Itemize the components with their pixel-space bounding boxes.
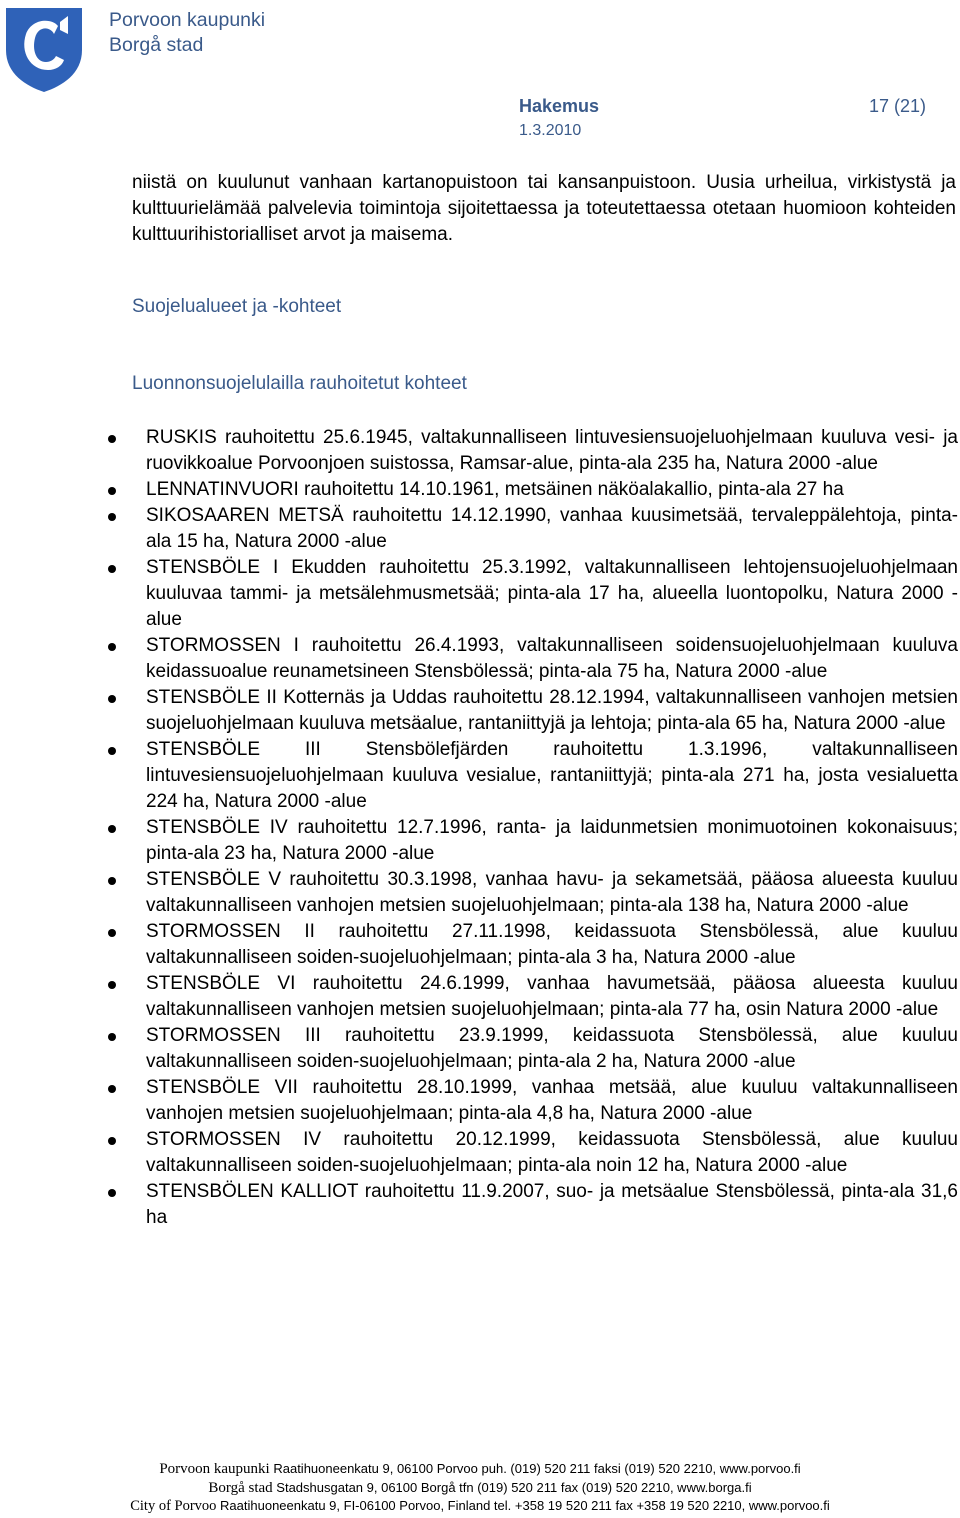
list-item-text: STORMOSSEN II rauhoitettu 27.11.1998, keidassuota Stensbölessä, alue kuuluu valtakunnalliseen soiden-suojeluohjelmaan; pinta-ala 3 ha, Natura 2000 -alue — [146, 921, 958, 968]
org-name-finnish: Porvoon kaupunki — [109, 9, 266, 31]
footer-name: Porvoon kaupunki — [159, 1461, 270, 1477]
list-item-text: STENSBÖLE VII rauhoitettu 28.10.1999, vanhaa metsää, alue kuuluu valtakunnalliseen vanhojen metsien suojeluohjelmaan; pinta-ala 4,8 ha, Natura 2000 -alue — [146, 1077, 958, 1124]
list-item-text: STENSBÖLE VI rauhoitettu 24.6.1999, vanhaa havumetsää, pääosa alueesta kuuluu valtakunnalliseen vanhojen metsien suojeluohjelmaan; pinta-ala 77 ha, osin Natura 2000 -alue — [146, 973, 958, 1020]
list-item-text: SIKOSAAREN METSÄ rauhoitettu 14.12.1990, vanhaa kuusimetsää, tervaleppälehtoja, pinta-ala 15 ha, Natura 2000 -alue — [146, 505, 958, 552]
list-item — [108, 1179, 958, 1231]
bullet-icon — [108, 1189, 116, 1197]
list-item-text: STENSBÖLE I Ekudden rauhoitettu 25.3.1992, valtakunnalliseen lehtojensuojeluohjelmaan kuuluvaa tammi- ja metsälehmusmetsää; pinta-ala 17 ha, alueella luontopolku, Natura 2000 -alue — [146, 557, 958, 630]
list-item — [108, 737, 958, 815]
bullet-icon — [108, 565, 116, 573]
footer-contact: Raatihuoneenkatu 9, 06100 Porvoo puh. (019) 520 211 faksi (019) 520 2210, www.porvoo.fi — [269, 1461, 801, 1476]
list-item — [108, 1023, 958, 1075]
footer-line-finnish — [0, 1460, 960, 1479]
list-item — [108, 477, 958, 503]
org-name-swedish: Borgå stad — [109, 34, 204, 56]
bullet-icon — [108, 929, 116, 937]
list-item-text: STENSBÖLEN KALLIOT rauhoitettu 11.9.2007, suo- ja metsäalue Stensbölessä, pinta-ala 31,6 ha — [146, 1181, 958, 1228]
list-item — [108, 685, 958, 737]
bullet-icon — [108, 513, 116, 521]
list-item — [108, 1127, 958, 1179]
list-item — [108, 919, 958, 971]
list-item-text: STENSBÖLE IV rauhoitettu 12.7.1996, ranta- ja laidunmetsien monimuotoinen kokonaisuus; pinta-ala 23 ha, Natura 2000 -alue — [146, 817, 958, 864]
page-footer — [0, 1460, 960, 1516]
list-item — [108, 815, 958, 867]
list-item — [108, 503, 958, 555]
list-item-text: STORMOSSEN III rauhoitettu 23.9.1999, keidassuota Stensbölessä, alue kuuluu valtakunnalliseen soiden-suojeluohjelmaan; pinta-ala 2 ha, Natura 2000 -alue — [146, 1025, 958, 1072]
footer-contact: Stadshusgatan 9, 06100 Borgå tfn (019) 520 211 fax (019) 520 2210, www.borga.fi — [272, 1479, 752, 1495]
list-item — [108, 425, 958, 477]
list-item — [108, 867, 958, 919]
porvoo-coat-of-arms-logo — [2, 4, 86, 94]
footer-contact: Raatihuoneenkatu 9, FI-06100 Porvoo, Finland tel. +358 19 520 211 fax +358 19 520 2210, www.porvoo.fi — [216, 1498, 830, 1513]
document-date: 1.3.2010 — [519, 122, 582, 139]
footer-name: City of Porvoo — [130, 1498, 217, 1514]
footer-name: Borgå stad — [208, 1479, 273, 1496]
list-item-text: STENSBÖLE V rauhoitettu 30.3.1998, vanhaa havu- ja sekametsää, pääosa alueesta kuuluu valtakunnalliseen vanhojen metsien suojeluohjelmaan; pinta-ala 138 ha, Natura 2000 -alue — [146, 869, 958, 916]
subsection-heading: Luonnonsuojelulailla rauhoitetut kohteet — [132, 373, 467, 394]
bullet-icon — [108, 747, 116, 755]
section-heading: Suojelualueet ja -kohteet — [132, 296, 342, 317]
bullet-icon — [108, 435, 116, 443]
list-item-text: STENSBÖLE III Stensbölefjärden rauhoitettu 1.3.1996, valtakunnalliseen lintuvesiensuojeluohjelmaan kuuluva vesialue, rantaniittyjä; pinta-ala 271 ha, josta vesialuetta 224 ha, Natura 2000 -alue — [146, 739, 958, 812]
bullet-icon — [108, 1033, 116, 1041]
organization-name — [109, 8, 265, 58]
list-item-text: RUSKIS rauhoitettu 25.6.1945, valtakunnalliseen lintuvesiensuojeluohjelmaan kuuluva vesi- ja ruovikkoalue Porvoonjoen suistossa, Ramsar-alue, pinta-ala 235 ha, Natura 2000 -alue — [146, 427, 958, 474]
bullet-icon — [108, 877, 116, 885]
bullet-icon — [108, 487, 116, 495]
page-number: 17 (21) — [868, 96, 926, 116]
list-item — [108, 555, 958, 633]
list-item-text: STORMOSSEN I rauhoitettu 26.4.1993, valtakunnalliseen soidensuojeluohjelmaan kuuluva keidassuoalue reunametsineen Stensbölessä; pinta-ala 75 ha, Natura 2000 -alue — [146, 635, 958, 682]
bullet-icon — [108, 695, 116, 703]
bullet-icon — [108, 825, 116, 833]
bullet-icon — [108, 1137, 116, 1145]
document-title: Hakemus — [519, 96, 600, 116]
footer-line-english — [0, 1497, 960, 1516]
bullet-icon — [108, 643, 116, 651]
list-item-text: STORMOSSEN IV rauhoitettu 20.12.1999, keidassuota Stensbölessä, alue kuuluu valtakunnalliseen soiden-suojeluohjelmaan; pinta-ala noin 12 ha, Natura 2000 -alue — [146, 1129, 958, 1176]
intro-paragraph: niistä on kuulunut vanhaan kartanopuistoon tai kansanpuistoon. Uusia urheilua, virkistystä ja kulttuurielämää palvelevia toimintoja sijoitettaessa ja toteutettaessa otetaan huomioon kohteiden kulttuurihistorialliset arvot ja maisema. — [132, 172, 956, 245]
protected-areas-list — [108, 425, 958, 1231]
list-item — [108, 971, 958, 1023]
bullet-icon — [108, 1085, 116, 1093]
list-item-text: STENSBÖLE II Kotternäs ja Uddas rauhoitettu 28.12.1994, valtakunnalliseen vanhojen metsien suojeluohjelmaan kuuluva metsäalue, rantaniittyjä ja lehtoja; pinta-ala 65 ha, Natura 2000 -alue — [146, 687, 958, 734]
footer-line-swedish — [0, 1479, 960, 1498]
bullet-icon — [108, 981, 116, 989]
list-item — [108, 1075, 958, 1127]
list-item-text: LENNATINVUORI rauhoitettu 14.10.1961, metsäinen näköalakallio, pinta-ala 27 ha — [146, 479, 844, 500]
list-item — [108, 633, 958, 685]
